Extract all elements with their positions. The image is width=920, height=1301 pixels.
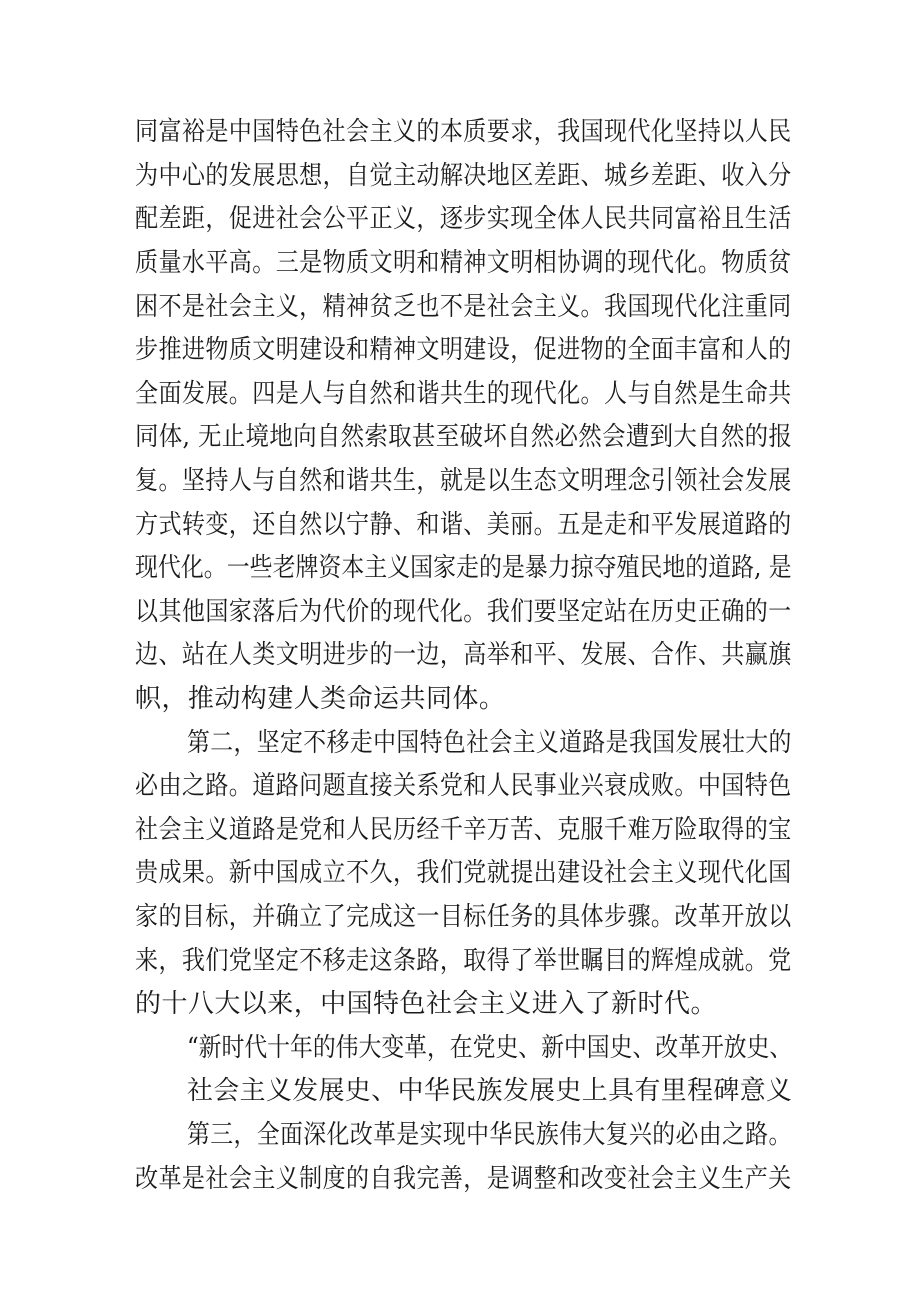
text-line: 步推进物质文明建设和精神文明建设，促进物的全面丰富和人的 [135, 335, 792, 365]
text-line: 为中心的发展思想，自觉主动解决地区差距、城乡差距、收入分 [135, 161, 792, 191]
text-line: 社会主义道路是党和人民历经千辛万苦、克服千难万险取得的宝 [135, 815, 792, 845]
text-line: 方式转变，还自然以宁静、和谐、美丽。五是走和平发展道路的 [135, 510, 792, 540]
text-line: 改革是社会主义制度的自我完善，是调整和改变社会主义生产关 [135, 1164, 792, 1194]
text-line: 质量水平高。三是物质文明和精神文明相协调的现代化。物质贫 [135, 248, 792, 278]
quote-line: 社会主义发展史、中华民族发展史上具有里程碑意义 [187, 1076, 793, 1106]
text-line: 配差距，促进社会公平正义，逐步实现全体人民共同富裕且生活 [135, 204, 792, 234]
text-line: 现代化。一些老牌资本主义国家走的是暴力掠夺殖民地的道路, 是 [135, 553, 792, 583]
text-line: 以其他国家落后为代价的现代化。我们要坚定站在历史正确的一 [135, 597, 792, 627]
text-line: 边、站在人类文明进步的一边，高举和平、发展、合作、共赢旗 [135, 640, 792, 670]
paragraph-start-line: 第三，全面深化改革是实现中华民族伟大复兴的必由之路。 [187, 1120, 792, 1150]
paragraph-start-line: 第二，坚定不移走中国特色社会主义道路是我国发展壮大的 [187, 728, 792, 758]
text-line: 家的目标，并确立了完成这一目标任务的具体步骤。改革开放以 [135, 902, 792, 932]
quote-line: “新时代十年的伟大变革，在党史、新中国史、改革开放史、 [187, 1033, 793, 1063]
text-line: 来，我们党坚定不移走这条路，取得了举世瞩目的辉煌成就。党 [135, 946, 792, 976]
text-line: 复。坚持人与自然和谐共生，就是以生态文明理念引领社会发展 [135, 466, 792, 496]
text-line: 必由之路。道路问题直接关系党和人民事业兴衰成败。中国特色 [135, 771, 792, 801]
text-line: 帜，推动构建人类命运共同体。 [135, 684, 506, 714]
text-line: 的十八大以来，中国特色社会主义进入了新时代。 [135, 989, 717, 1019]
text-line: 贵成果。新中国成立不久，我们党就提出建设社会主义现代化国 [135, 858, 792, 888]
text-line: 同富裕是中国特色社会主义的本质要求，我国现代化坚持以人民 [135, 117, 792, 147]
text-line: 全面发展。四是人与自然和谐共生的现代化。人与自然是生命共 [135, 379, 792, 409]
text-line: 困不是社会主义，精神贫乏也不是社会主义。我国现代化注重同 [135, 292, 792, 322]
text-line: 同体, 无止境地向自然索取甚至破坏自然必然会遭到大自然的报 [135, 422, 793, 452]
